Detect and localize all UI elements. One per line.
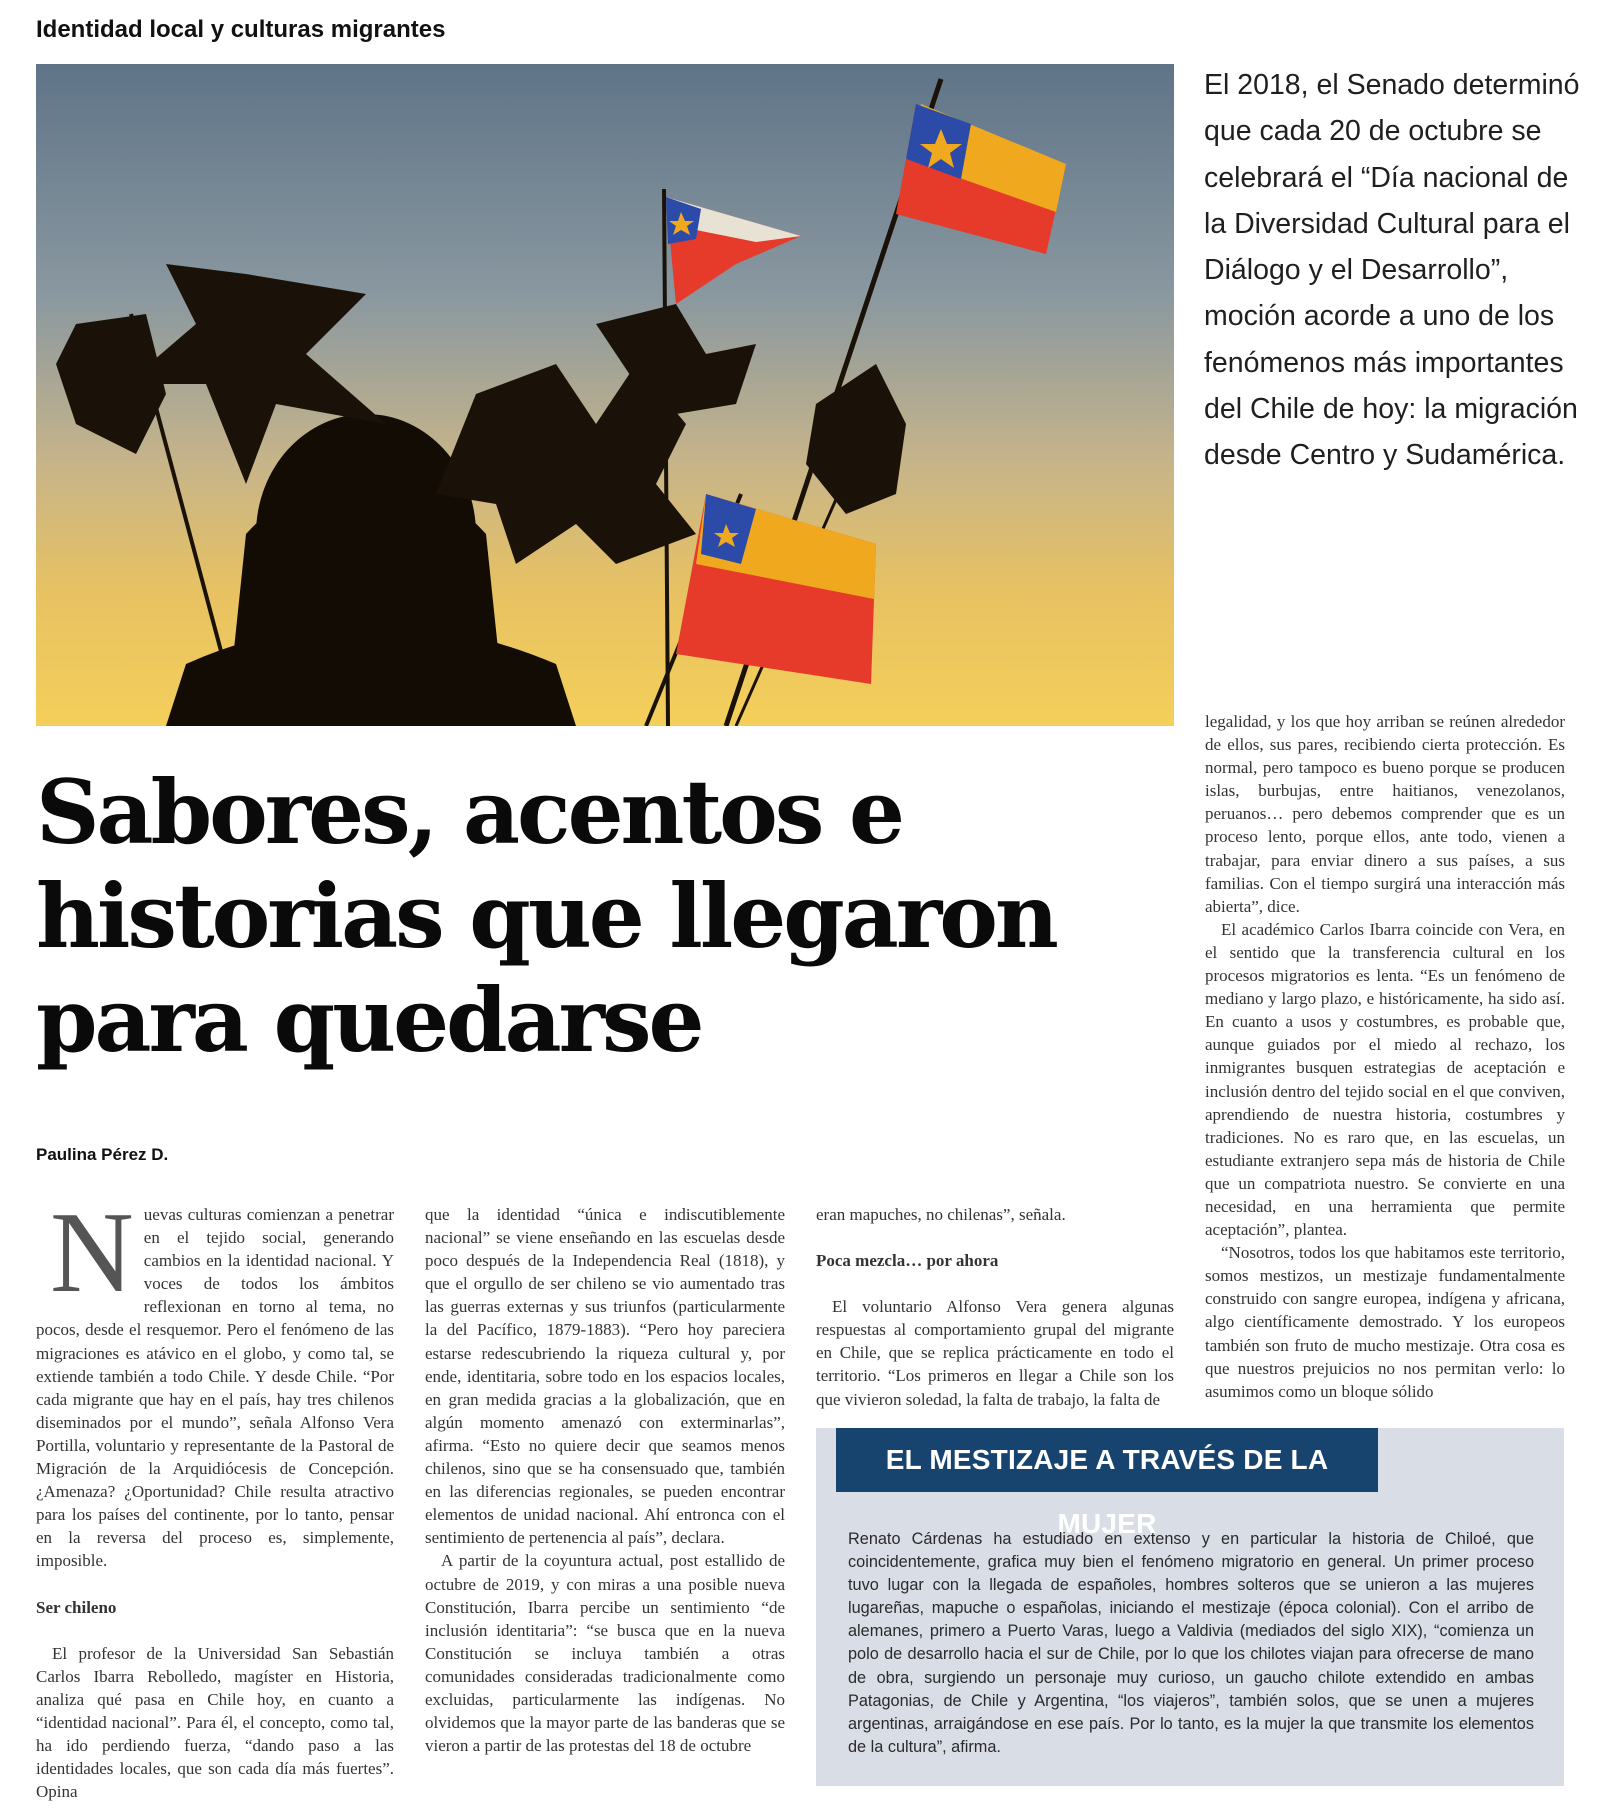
- subhead-ser-chileno: Ser chileno: [36, 1597, 117, 1617]
- lead-text: El 2018, el Senado determinó que cada 20 de octubre se celebrará el “Día nacional de la Diversidad Cultural para el Diálogo y el Desarrollo”, moción acorde a uno de los fenómenos más importantes del Chile de hoy: la migración desde Centro y Sudamérica.: [1204, 69, 1580, 472]
- headline: Sabores, acentos e historias que llegaron para quedarse: [36, 760, 1056, 1072]
- body-paragraph: Nuevas culturas comienzan a penetrar en el tejido social, generando cambios en la identidad nacional. Y voces de todos los ámbitos reflexionan en torno al tema, no pocos, desde el resquemor. Pero el fenómeno de las migraciones es atávico en el globo, y como tal, se extiende también a todo Chile. Y desde Chile. “Por cada migrante que hay en el país, hay tres chilenos diseminados por el mundo”, señala Alfonso Vera Portilla, voluntario y representante de la Pastoral de Migración de la Arquidiócesis de Concepción. ¿Amenaza? ¿Oportunidad? Chile resulta atractivo para los países del continente, por lo tanto, pensar en la reversa del proceso es, simplemente, imposible.: [36, 1189, 394, 1571]
- body-paragraph: eran mapuches, no chilenas”, señala.: [816, 1205, 1066, 1224]
- body-paragraph: El profesor de la Universidad San Sebastián Carlos Ibarra Rebolledo, magíster en Historia, analiza qué pasa en Chile hoy, en cuanto a “identidad nacional”. Para él, el concepto, como tal, ha ido perdiendo fuerza, “dando paso a las identidades locales, que son cada día más fuertes”. Opina: [36, 1643, 394, 1802]
- sidebar-title: EL MESTIZAJE A TRAVÉS DE LA MUJER: [836, 1428, 1378, 1492]
- byline: Paulina Pérez D.: [36, 1145, 169, 1164]
- sidebar-box: [816, 1428, 1564, 1786]
- body-paragraph: El voluntario Alfonso Vera genera algunas respuestas al comportamiento grupal del migrante en Chile, que se replica prácticamente en todo el territorio. “Los primeros en llegar a Chile son los que vivieron soledad, la falta de trabajo, la falta de: [816, 1297, 1174, 1409]
- body-column-4: [1205, 710, 1565, 1403]
- section-label: Identidad local y culturas migrantes: [36, 16, 446, 43]
- sidebar-body: Renato Cárdenas ha estudiado en extenso y en particular la historia de Chiloé, que coincidentemente, grafica muy bien el fenómeno migratorio en general. Un primer proceso tuvo lugar con la llegada de españoles, hombres solteros que se unieron a las mujeres lugareñas, mapuche o españolas, iniciando el mestizaje (época colonial). Con el arribo de alemanes, primero a Puerto Varas, luego a Valdivia (mediados del siglo XIX), “comienza un polo de desarrollo hacia el sur de Chile, por lo que los chilotes viajan para ofrecerse de mano de obra, surgiendo un personaje muy curioso, un gaucho chilote extendido en ambas Patagonias, de Chile y Argentina, “los viajeros”, también solos, que se unen a mujeres argentinas, arraigándose en ese país. Por lo tanto, es la mujer la que transmite los elementos de la cultura”, afirma.: [848, 1530, 1534, 1756]
- subhead-poca-mezcla: Poca mezcla… por ahora: [816, 1251, 999, 1271]
- lead-paragraph: [1204, 62, 1584, 479]
- body-column-1: [36, 1189, 394, 1803]
- body-paragraph: que la identidad “única e indiscutiblemente nacional” se viene enseñando en las escuelas desde poco después de la Independencia Real (1818), y que el orgullo de ser chileno se vio aumentado tras las guerras externas y sus triunfos (particularmente la del Pacífico, 1879-1883). “Pero hoy pareciera estarse redescubriendo la riqueza cultural y, por ende, identitaria, sobre todo en los espacios locales, en gran medida gracias a la globalización, que en algún momento amenazó con exterminarlas”, afirma. “Esto no quiere decir que seamos menos chilenos, sino que se ha consensuado que, también en las diferencias regionales, se pueden encontrar elementos de unidad nacional. Ahí entronca con el sentimiento de pertenencia al país”, declara.: [425, 1205, 785, 1548]
- body-paragraph: A partir de la coyuntura actual, post estallido de octubre de 2019, y con miras a una posible nueva Constitución, Ibarra percibe un sentimiento “de inclusión identitaria”: “se busca que en la nueva Constitución se incluya también a otras comunidades consideradas tradicionalmente como excluidas, particularmente las indígenas. No olvidemos que la mayor parte de las banderas que se vieron a partir de las protestas del 18 de octubre: [425, 1551, 785, 1756]
- body-paragraph: legalidad, y los que hoy arriban se reúnen alrededor de ellos, sus pares, recibiendo cierta protección. Es normal, pero tampoco es bueno porque se producen islas, burbujas, entre haitianos, venezolanos, peruanos… pero debemos comprender que es un proceso lento, porque ellos, ante todo, vienen a trabajar, para enviar dinero a sus países, a sus familias. Con el tiempo surgirá una interacción más abierta”, dice.: [1205, 712, 1565, 916]
- body-column-3: [816, 1203, 1174, 1411]
- drop-cap: N: [50, 1189, 134, 1317]
- body-paragraph: El académico Carlos Ibarra coincide con Vera, en el sentido que la transferencia cultural en los procesos migratorios es lenta. “Es un fenómeno de mediano y largo plazo, e históricamente, ha sido así. En cuanto a usos y costumbres, es probable que, aunque guiados por el miedo al rechazo, los inmigrantes busquen estrategias de aceptación e inclusión dentro del tejido social en el que conviven, aprendiendo de nuestra historia, costumbres y tradiciones. No es raro que, en las escuelas, un estudiante extranjero sepa más de historia de Chile que un compatriota nuestro. Se convierte en una necesidad, en una herramienta que permite aceptación”, plantea.: [1205, 919, 1565, 1240]
- hero-photo-flags-pinwheels: [36, 64, 1174, 726]
- hero-photo: [36, 64, 1174, 726]
- body-column-2: [425, 1203, 785, 1757]
- body-paragraph: “Nosotros, todos los que habitamos este territorio, somos mestizos, un mestizaje fundamentalmente construido con sangre europea, indígena y africana, algo científicamente demostrado. Y los europeos también son fruto de mucho mestizaje. Otra cosa es que nuestros prejuicios no nos permitan verlo: lo asumimos como un bloque sólido: [1205, 1243, 1565, 1401]
